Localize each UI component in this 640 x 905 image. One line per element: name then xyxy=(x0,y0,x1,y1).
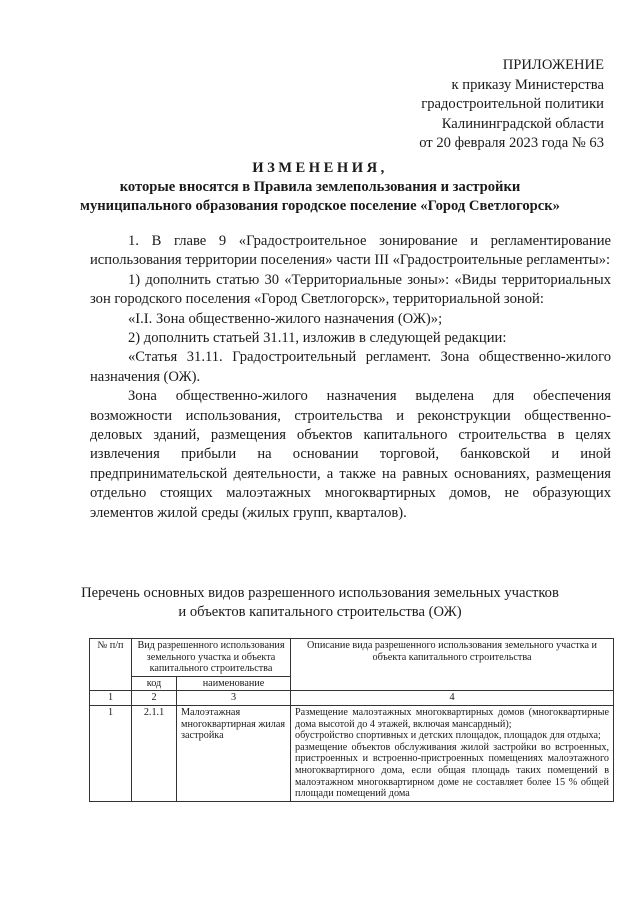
list-title-line: и объектов капитального строительства (ОЖ) xyxy=(178,604,462,620)
header-code: код xyxy=(132,676,177,691)
permitted-use-table xyxy=(89,638,614,802)
appendix-line: к приказу Министерства xyxy=(451,76,604,93)
document-title xyxy=(40,159,600,216)
paragraph: 1. В главе 9 «Градостроительное зонирование и регламентирование использования территории поселения» части III «Градостроительные регламенты»: xyxy=(90,233,611,269)
paragraph: 2) дополнить статьей 31.11, изложив в следующей редакции: xyxy=(128,330,507,347)
appendix-line: ПРИЛОЖЕНИЕ xyxy=(502,57,604,73)
paragraph: «I.I. Зона общественно-жилого назначения (ОЖ)»; xyxy=(128,310,443,327)
title-line: которые вносятся в Правила землепользования и застройки xyxy=(119,179,521,195)
appendix-block xyxy=(419,56,604,154)
description-item: Размещение малоэтажных многоквартирных домов (многоквартирные дома высотой до 4 этажей, включая мансардный); xyxy=(295,706,610,730)
column-number: 3 xyxy=(177,691,291,706)
appendix-line: градостроительной политики xyxy=(421,96,604,112)
table-header-row xyxy=(90,639,614,677)
appendix-line: Калининградской области xyxy=(441,115,604,132)
paragraph: 1) дополнить статью 30 «Территориальные зоны»: «Виды территориальных зон городского поселения «Город Светлогорск», территориальной зоной: xyxy=(90,271,611,308)
description-item: обустройство спортивных и детских площадок, площадок для отдыха; xyxy=(295,730,601,742)
header-num: № п/п xyxy=(90,639,132,691)
header-kind: Вид разрешенного использования земельного участка и объекта капитального строительства xyxy=(132,639,291,677)
body-text xyxy=(90,232,611,523)
table-column-numbers-row xyxy=(90,691,614,706)
row-code: 2.1.1 xyxy=(132,705,177,801)
title-heading: ИЗМЕНЕНИЯ, xyxy=(252,160,388,176)
list-title xyxy=(40,584,600,622)
column-number: 4 xyxy=(291,691,614,706)
table-row xyxy=(90,705,614,801)
header-name: наименование xyxy=(177,676,291,691)
row-num: 1 xyxy=(90,705,132,801)
row-description xyxy=(291,705,614,801)
row-name: Малоэтажная многоквартирная жилая застройка xyxy=(177,705,291,801)
description-item: размещение объектов обслуживания жилой застройки во встроенных, пристроенных и встроенно-пристроенных помещениях малоэтажного многоквартирного дома, если общая площадь таких помещений в малоэтажном многоквартирном доме не составляет более 15 % общей площади помещений дома xyxy=(295,741,610,800)
paragraph: Зона общественно-жилого назначения выделена для обеспечения возможности использования, строительства и реконструкции общественно-деловых зданий, размещения объектов капитального строительства в целях извлечения прибыли на основании торговой, банковской и иной предпринимательской деятельности, а также на равных основаниях, размещения отдельно стоящих малоэтажных многоквартирных домов, не образующих элементов жилой среды (жилых групп, кварталов). xyxy=(90,388,611,521)
title-line: муниципального образования городское поселение «Город Светлогорск» xyxy=(80,198,560,214)
list-title-line: Перечень основных видов разрешенного использования земельных участков xyxy=(81,585,559,601)
paragraph: «Статья 31.11. Градостроительный регламент. Зона общественно-жилого назначения (ОЖ). xyxy=(90,349,611,385)
column-number: 2 xyxy=(132,691,177,706)
appendix-line: от 20 февраля 2023 года № 63 xyxy=(419,135,604,151)
column-number: 1 xyxy=(90,691,132,706)
header-desc: Описание вида разрешенного использования земельного участка и объекта капитального строительства xyxy=(291,639,614,691)
